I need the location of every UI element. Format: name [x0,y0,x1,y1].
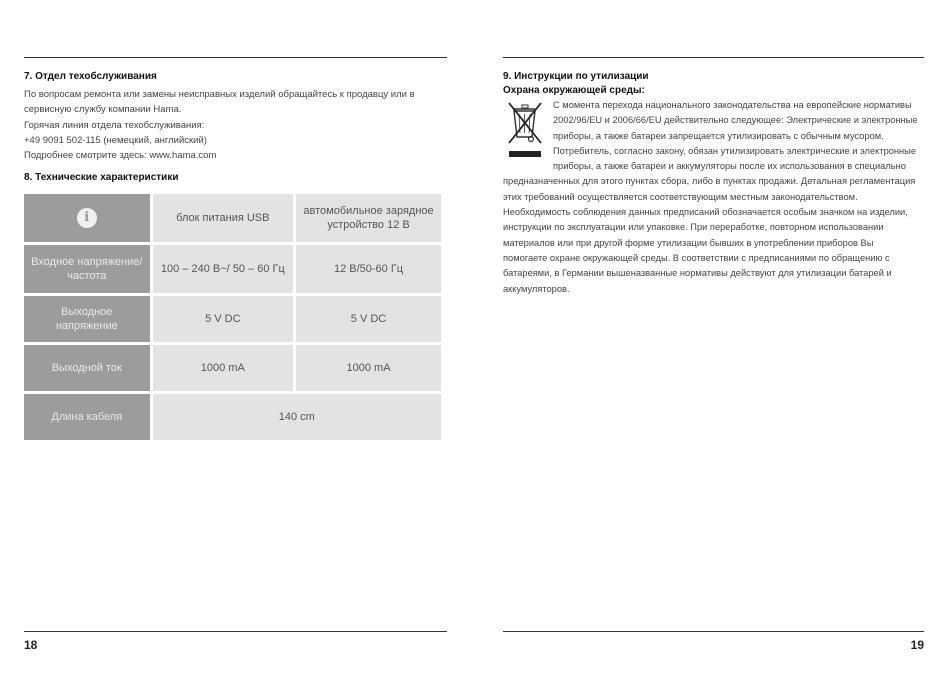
table-cell: 100 – 240 В~/ 50 – 60 Гц [153,245,293,293]
row-label: Входное напряжение/ частота [24,245,150,293]
left-page [24,0,447,682]
table-cell: 12 В/50-60 Гц [296,245,441,293]
body-line: По вопросам ремонта или замены неисправных изделий обращайтесь к продавцу или в [24,89,415,100]
spec-table [21,191,444,443]
page-number: 18 [24,638,38,652]
info-icon: i [77,208,97,228]
table-row [24,245,441,293]
body-line: инструкции по эксплуатации или упаковке. При переработке, повторном использовании [503,222,884,233]
table-cell: 1000 mA [153,345,293,391]
page-number: 19 [910,638,924,652]
bottom-rule [24,631,447,632]
body-line: 2002/96/EU и 2006/66/EU действительно следующее: Электрические и электронные [553,115,918,126]
table-cell: 5 V DC [153,296,293,342]
website-line: Подробнее смотрите здесь: www.hama.com [24,150,217,162]
section-disposal [503,71,924,297]
column-header: блок питания USB [153,194,293,242]
body-line: Горячая линия отдела техобслуживания: [24,119,205,131]
section-heading: 9. Инструкции по утилизации [503,71,649,82]
body-line: предназначенных для этого пунктах сбора, либо в пунктах продажи. Детальная регламентация [503,176,916,187]
table-cell: 5 V DC [296,296,441,342]
body-line: материалов или при другой форме утилизации бывших в употреблении приборов Вы [503,237,874,248]
right-page [503,0,924,682]
row-label: Длина кабеля [24,394,150,440]
body-line: сервисную службу компании Hama. [24,104,182,116]
section-service [24,71,447,163]
section-heading: 8. Технические характеристики [24,172,179,183]
table-cell: 140 cm [153,394,441,440]
table-header-row [24,194,441,242]
disposal-text [503,98,924,297]
top-rule [503,57,924,58]
crossed-out-wheelie-bin-icon [503,99,547,161]
table-row [24,296,441,342]
table-row [24,345,441,391]
body-line: С момента перехода национального законодательства на европейские нормативы [553,100,912,110]
row-label: Выходное напряжение [24,296,150,342]
body-line: аккумуляторов. [503,283,570,294]
body-line: приборы, а также батареи и аккумуляторы после их использования в специально [553,161,906,172]
section-subheading: Охрана окружающей среды: [503,85,645,96]
body-line: этих требований осуществляется соответствующим местным законодательством. [503,191,858,202]
row-label: Выходной ток [24,345,150,391]
bottom-rule [503,631,924,632]
body-line: батареями, в Германии вышеназванные нормативы действуют для утилизации батарей и [503,268,892,279]
section-heading: 7. Отдел техобслуживания [24,71,157,82]
table-cell: 1000 mA [296,345,441,391]
table-row [24,394,441,440]
hotline-number: +49 9091 502-115 (немецкий, английский) [24,134,207,146]
body-line: приборы, а также батареи запрещается утилизировать с обычным мусором. [553,130,884,141]
section-specs [24,172,178,183]
top-rule [24,57,447,58]
table-corner-cell [24,194,150,242]
body-line: помогаете охране окружающей среды. В соответствии с предписаниями по обращению с [503,252,890,263]
body-line: Необходимость соблюдения данных предписаний обозначается особым значком на изделии, [503,207,908,218]
body-line: Потребитель, согласно закону, обязан утилизировать электрические и электронные [553,145,917,156]
column-header: автомобильное зарядное устройство 12 В [296,194,441,242]
